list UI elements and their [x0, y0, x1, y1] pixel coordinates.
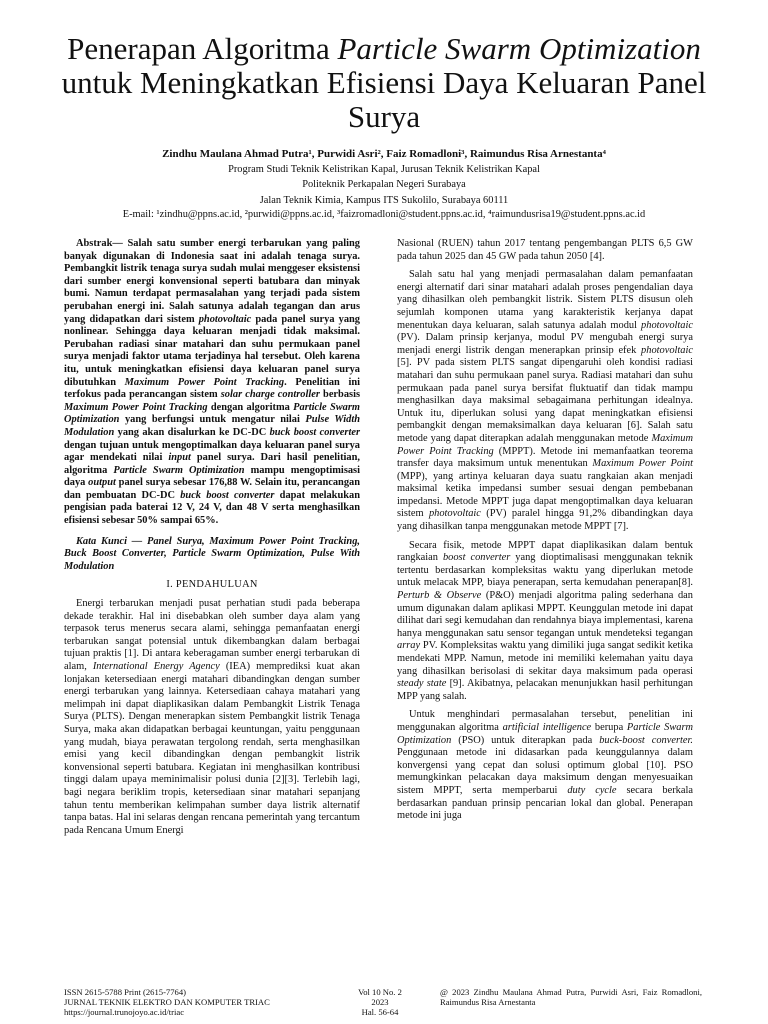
author-emails: E-mail: ¹zindhu@ppns.ac.id, ²purwidi@ppns.ac.id, ³faizromadloni@student.ppns.ac.id, ⁴raimundusrisa19@student.ppns.ac.id: [122, 209, 646, 220]
affiliation-address: Jalan Teknik Kimia, Kampus ITS Sukolilo, Surabaya 60111: [259, 195, 509, 206]
footer-year: 2023: [371, 997, 389, 1007]
title-line-1: Penerapan Algoritma Particle Swarm Optimization: [67, 31, 701, 66]
footer-journal-url[interactable]: https://journal.trunojoyo.ac.id/triac: [64, 1007, 185, 1017]
paper-title: [40, 32, 728, 134]
footer-pages: Hal. 56-64: [361, 1007, 399, 1017]
affiliation-program: Program Studi Teknik Kelistrikan Kapal, Jurusan Teknik Kelistrikan Kapal: [228, 164, 540, 175]
abstract-paragraph: Abstrak— Salah satu sumber energi terbarukan yang paling banyak digunakan di Indonesia saat ini adalah tenaga surya. Pembangkit listrik tenaga surya sudah mulai menggeser eksistensi dari sumber energi konvensional seperti batubara dan minyak bumi. Namun terdapat permasalahan yang terjadi pada sistem perubahan energi ini. Salah satunya adalah tegangan dan arus yang didapatkan dari sistem photovoltaic pada panel surya yang nonlinear. Sehingga daya keluaran menjadi tidak maksimal. Perubahan radiasi sinar matahari dan suhu permukaan panel surya menjadi faktor utama terjadinya hal tersebut. Oleh karena itu, untuk meningkatkan efisiensi daya keluaran panel surya dibutuhkan Maximum Power Point Tracking. Penelitian ini terfokus pada perancangan sistem solar charge controller berbasis Maximum Power Point Tracking dengan algoritma Particle Swarm Optimization yang berfungsi untuk mengatur nilai Pulse Width Modulation yang akan disalurkan ke DC-DC buck boost converter dengan tujuan untuk mengoptimalkan daya keluaran panel surya agar mendekati nilai input panel surya. Dari hasil penelitian, algoritma Particle Swarm Optimization mampu mengoptimisasi daya output panel surya sebesar 176,88 W. Selain itu, perancangan dan pembuatan DC-DC buck boost converter dapat melakukan pengisian pada baterai 12 V, 24 V, dan 48 V serta menghasilkan efisiensi sebesar 50% sampai 65%.: [64, 238, 361, 527]
body-paragraph-4: Untuk menghindari permasalahan tersebut, penelitian ini menggunakan algoritma artificial intelligence berupa Particle Swarm Optimization (PSO) untuk diterapkan pada buck-boost converter. Penggunaan metode ini didasarkan pada keunggulannya dalam konvergensi yang cepat dan solusi optimum global [10]. PSO memungkinkan pelacakan daya maksimum dengan menyesuaikan sistem MPPT, serta memperbarui duty cycle secara berkala berdasarkan panduan prinsip pencarian lokal dan global. Penerapan metode ini juga: [397, 709, 693, 822]
title-line-2: untuk Meningkatkan Efisiensi Daya Keluaran Panel: [61, 65, 707, 100]
footer-volume: Vol 10 No. 2: [358, 987, 402, 997]
section-heading-introduction: I. PENDAHULUAN: [166, 579, 258, 591]
title-line-3: Surya: [347, 99, 421, 134]
left-column: [64, 238, 360, 843]
footer-journal-info: [64, 987, 270, 1017]
keywords: Kata Kunci — Panel Surya, Maximum Power Point Tracking, Buck Boost Converter, Particle Swarm Optimization, Pulse With Modulation: [64, 535, 360, 572]
author-list: Zindhu Maulana Ahmad Putra¹, Purwidi Asri², Faiz Romadloni³, Raimundus Risa Arnestanta⁴: [162, 148, 606, 160]
footer-issn: ISSN 2615-5788 Print (2615-7764): [64, 987, 186, 997]
footer-volume-info: [335, 987, 425, 1017]
body-paragraph-continued: Nasional (RUEN) tahun 2017 tentang pengembangan PLTS 6,5 GW pada tahun 2025 dan 45 GW pada tahun 2050 [4].: [397, 238, 693, 262]
right-column: [397, 238, 693, 829]
footer-copyright: @ 2023 Zindhu Maulana Ahmad Putra, Purwidi Asri, Faiz Romadloni, Raimundus Risa Arnestanta: [440, 987, 702, 1007]
introduction-paragraph: Energi terbarukan menjadi pusat perhatian studi pada beberapa dekade terakhir. Hal ini disebabkan oleh sumber daya alam yang terpasok terus menerus secara alami, sehingga pemanfaatan energi terbarukan sangat potensial untuk dikembangkan dalam berbagai tujuan praktis [1]. Di antara keberagaman sumber energi terbarukan di alam, International Energy Agency (IEA) memprediksi kuat akan lonjakan ketersediaan energi matahari dibandingkan dengan sumber energi terbarukan yang lainnya. Ketersediaan cahaya matahari yang melimpah ini dapat diaplikasikan dalam Pembangkit Listrik Tenaga Surya (PLTS). Dengan menerapkan sistem Pembangkit listrik Tenaga Surya, maka akan didapatkan berbagai keuntungan, yaitu penggunaan yang mudah, biaya perawatan tergolong rendah, serta menghasilkan emisi yang kecil dibandingkan dengan pembangkit listrik konvensional seperti batubara. Kegiatan ini menghasilkan kontribusi tinggi dalam upaya meminimalisir polusi dunia [2][3]. Terlebih lagi, bagi negara beriklim tropis, ketersediaan sinar matahari sepanjang tahun tentu memberikan kelimpahan sumber daya listrik alternatif tanpa batas. Hal ini selaras dengan rencana pemerintah yang tercantum pada Rencana Umum Energi: [64, 598, 360, 836]
affiliation-institution: Politeknik Perkapalan Negeri Surabaya: [302, 179, 466, 190]
footer-journal-name: JURNAL TEKNIK ELEKTRO DAN KOMPUTER TRIAC: [64, 997, 270, 1007]
body-paragraph-2: Salah satu hal yang menjadi permasalahan dalam pemanfaatan energi alternatif dari sinar matahari adalah proses pengendalian daya yang dihasilkan oleh pembangkit listrik. Sistem PLTS disusun oleh sejumlah komponen utama yang karakteristik kerjanya dapat menentukan daya keluaran, salah satunya adalah modul photovoltaic (PV). Dalam prinsip kerjanya, modul PV mengubah energi surya menjadi energi listrik dengan menerapkan prinsip efek photovoltaic [5]. PV pada sistem PLTS sangat dipengaruhi oleh kondisi radiasi matahari dan suhu permukaan panel surya. Radiasi matahari dan suhu permukaan pada panel surya bersifat fluktuatif dan tidak mampu menghasilkan daya maksimal sebagaimana perhitungan idealnya. Untuk itu, diperlukan solusi yang dapat meningkatkan efisiensi pembangkit dengan memaksimalkan daya keluaran [6]. Salah satu metode yang dapat diterapkan adalah menggunakan metode Maximum Power Point Tracking (MPPT). Metode ini memanfaatkan teorema transfer daya maksimum untuk menentukan Maximum Power Point (MPP), yang artinya keluaran daya suatu rangkaian akan menjadi maksimal ketika impedansi sumber sesuai dengan pembebanan impedansi. Metode MPPT juga dapat mengoptimalkan daya keluaran sistem photovoltaic (PV) paralel hingga 91,2% dibandingkan daya yang dihasilkan tanpa menggunakan metode MPPT [7].: [397, 269, 694, 533]
body-paragraph-3: Secara fisik, metode MPPT dapat diaplikasikan dalam bentuk rangkaian boost converter yang dioptimalisasi menggunakan teknik tertentu berdasarkan kompleksitas waktu yang diperlukan metode untuk melacak MPP, biaya penerapan, serta kemudahan penerapan[8]. Perturb & Observe (P&O) menjadi algoritma paling sederhana dan umum digunakan dalam aplikasi MPPT. Keunggulan metode ini dapat dilihat dari segi kemudahan dan rendahnya biaya implementasi, karena hanya menggunakan satu sensor tegangan untuk mendeteksi tegangan array PV. Kompleksitas waktu yang dimiliki juga sangat sedikit ketika mendekati MPP. Namun, metode ini memiliki kelemahan yaitu daya yang dihasilkan berisolasi di sekitar daya maksimum pada operasi steady state [9]. Akibatnya, pelacakan menunjukkan hasil perhitungan MPP yang salah.: [397, 539, 693, 702]
